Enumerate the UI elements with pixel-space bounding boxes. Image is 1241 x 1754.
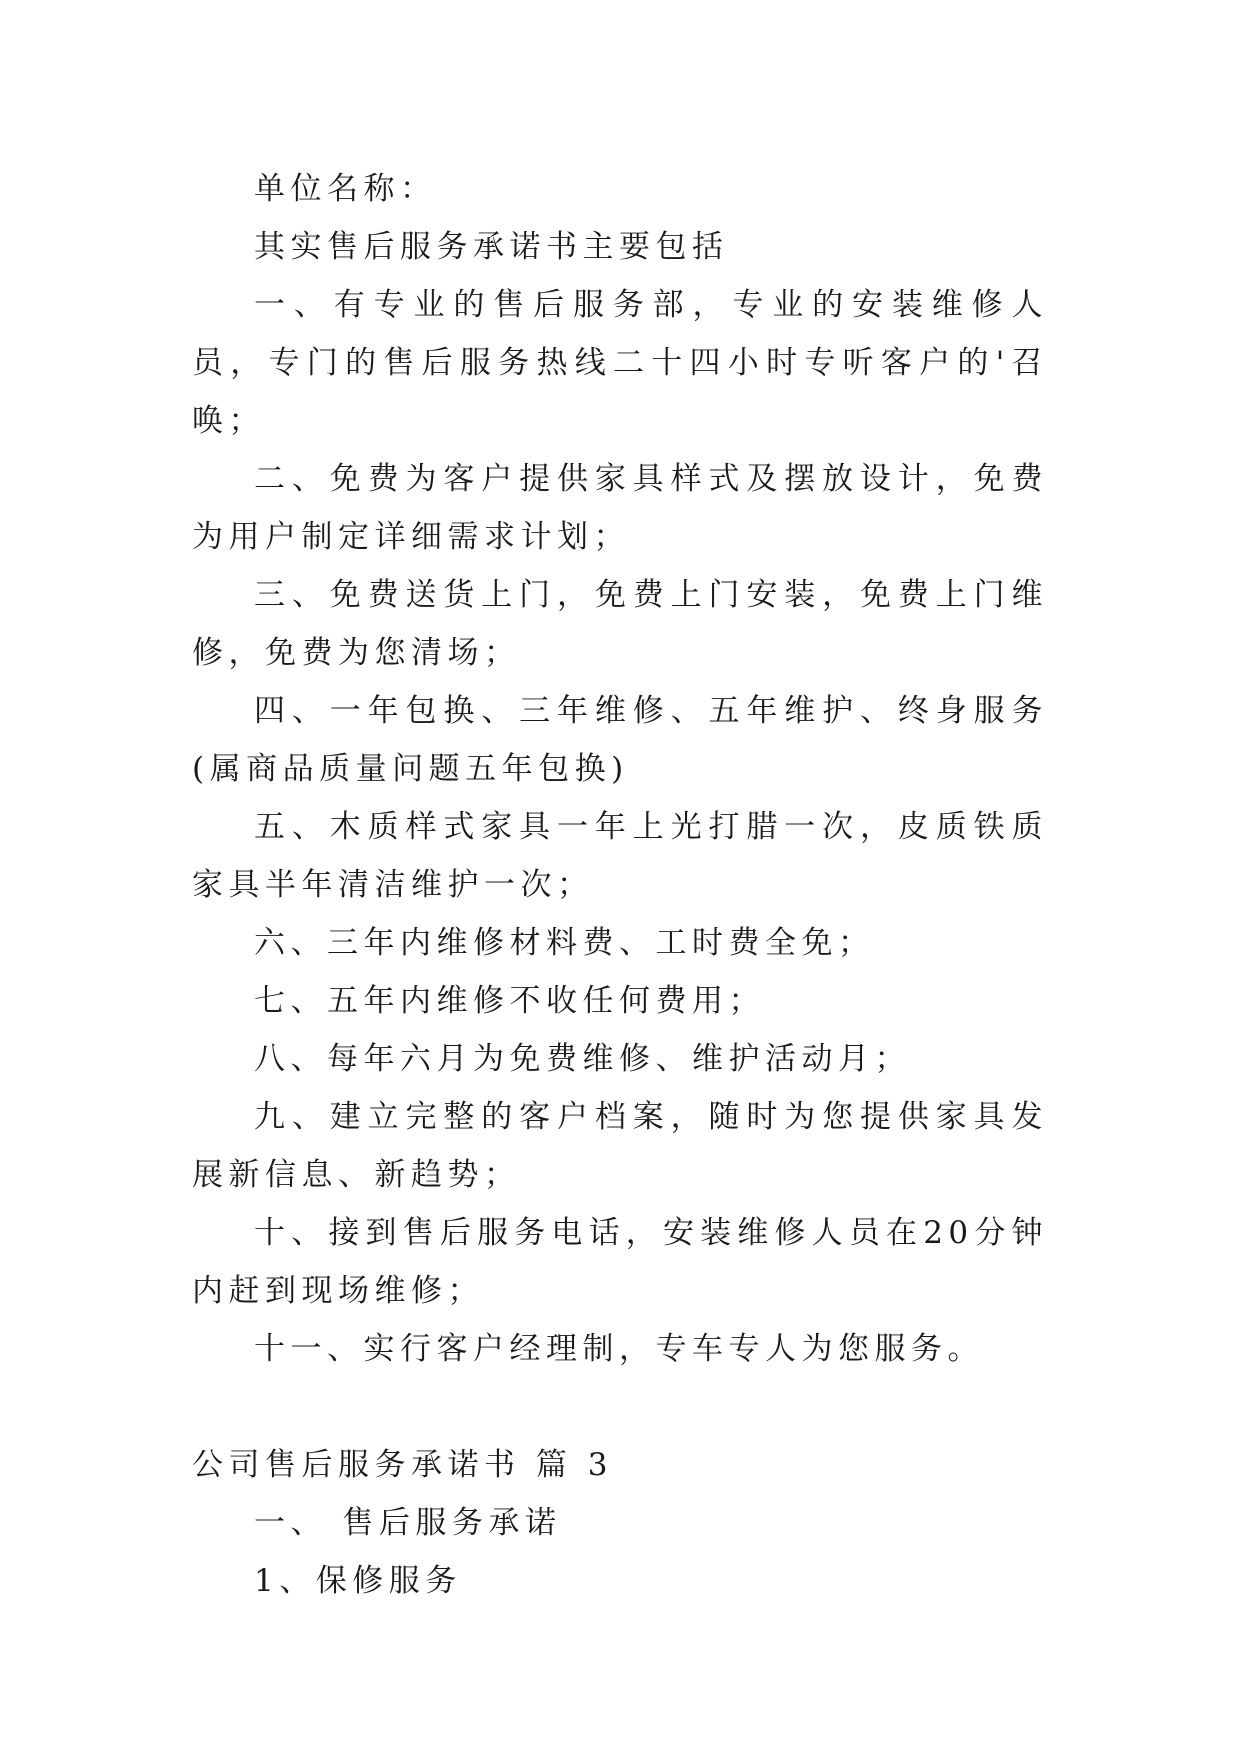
subsection-item-1: 1、保修服务	[254, 1563, 462, 1599]
document-body	[192, 160, 1048, 1610]
item-5-paragraph: 五、木质样式家具一年上光打腊一次，皮质铁质家具半年清洁维护一次；	[192, 809, 1048, 903]
item-4-paragraph: 四、一年包换、三年维修、五年维护、终身服务(属商品质量问题五年包换)	[192, 693, 1048, 787]
item-3-paragraph: 三、免费送货上门，免费上门安装，免费上门维修，免费为您清场；	[192, 577, 1048, 671]
item-6-paragraph: 六、三年内维修材料费、工时费全免；	[254, 925, 875, 961]
item-2-paragraph: 二、免费为客户提供家具样式及摆放设计，免费为用户制定详细需求计划；	[192, 461, 1048, 555]
intro-paragraph: 其实售后服务承诺书主要包括	[254, 229, 729, 265]
subsection-heading: 一、 售后服务承诺	[254, 1505, 562, 1541]
section-heading: 公司售后服务承诺书 篇 3	[192, 1447, 613, 1483]
item-7-paragraph: 七、五年内维修不收任何费用；	[254, 983, 765, 1019]
unit-name-line: 单位名称：	[254, 171, 437, 207]
item-10-paragraph: 十、接到售后服务电话，安装维修人员在20分钟内赶到现场维修；	[192, 1215, 1048, 1309]
item-11-paragraph: 十一、实行客户经理制，专车专人为您服务。	[254, 1331, 984, 1367]
item-9-paragraph: 九、建立完整的客户档案，随时为您提供家具发展新信息、新趋势；	[192, 1099, 1048, 1193]
item-8-paragraph: 八、每年六月为免费维修、维护活动月；	[254, 1041, 911, 1077]
section-spacer	[192, 1378, 1048, 1436]
item-1-paragraph: 一、有专业的售后服务部，专业的安装维修人员，专门的售后服务热线二十四小时专听客户的'召唤；	[192, 287, 1048, 439]
